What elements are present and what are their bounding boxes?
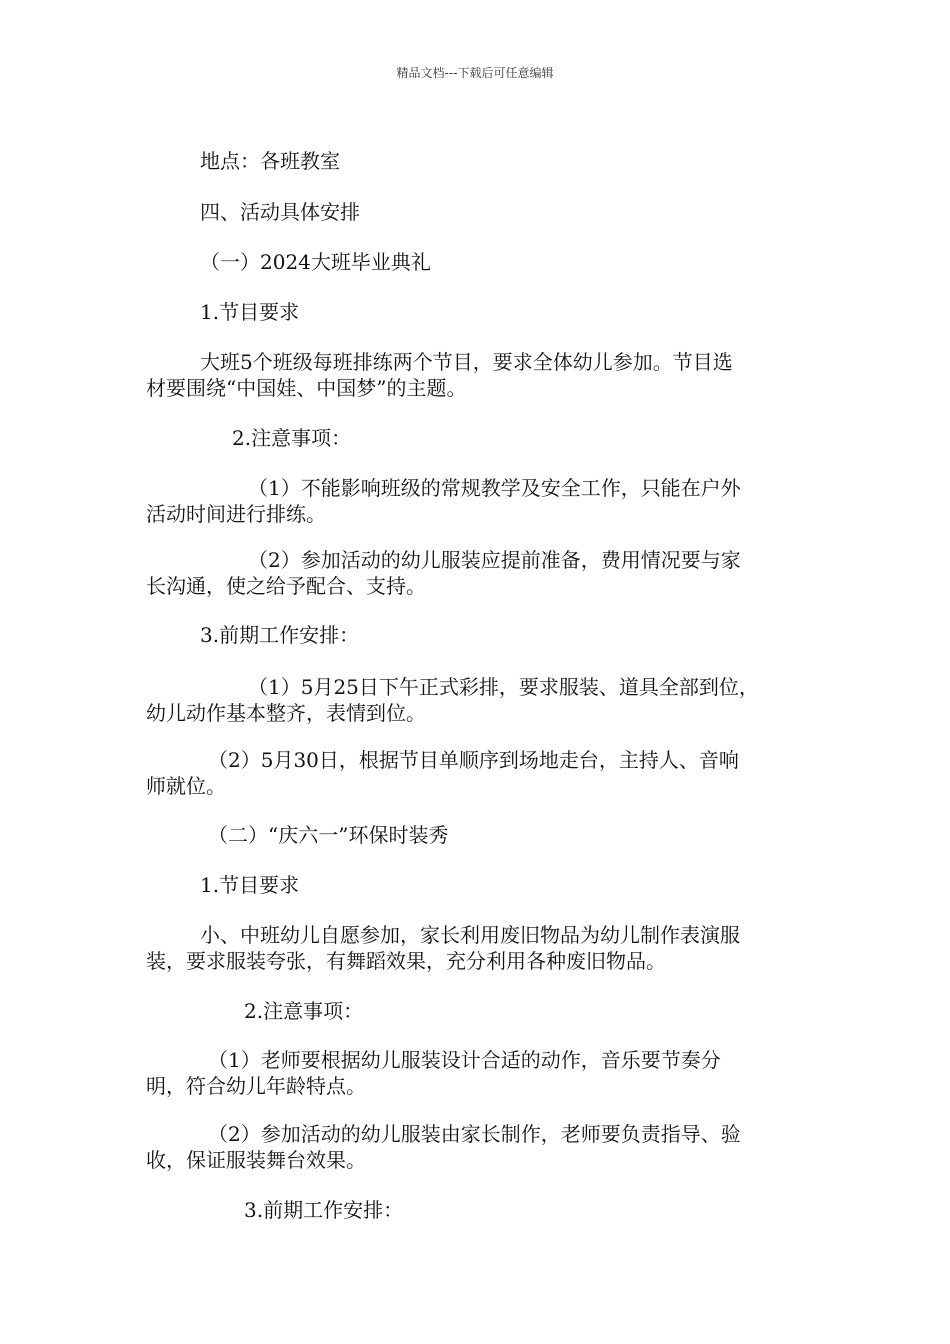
item-heading-preliminary-work: 3.前期工作安排：: [200, 623, 360, 647]
paragraph-line: 装，要求服装夸张，有舞蹈效果，充分利用各种废旧物品。: [146, 949, 666, 973]
paragraph-line: （1）老师要根据幼儿服装设计合适的动作，音乐要节奏分: [208, 1048, 721, 1072]
paragraph-line: 师就位。: [146, 774, 226, 798]
item-heading-notes: 2.注意事项：: [232, 426, 352, 450]
item-heading-preliminary-work: 3.前期工作安排：: [244, 1198, 404, 1222]
paragraph-line: 明，符合幼儿年龄特点。: [146, 1074, 366, 1098]
item-heading-program-requirements: 1.节目要求: [200, 300, 300, 324]
paragraph-line: 小、中班幼儿自愿参加，家长利用废旧物品为幼儿制作表演服: [200, 923, 740, 947]
item-heading-program-requirements: 1.节目要求: [200, 873, 300, 897]
subsection-heading-1: （一）2024大班毕业典礼: [200, 250, 431, 274]
page-header: 精品文档---下载后可任意编辑: [396, 66, 554, 80]
paragraph-line: （2）5月30日，根据节目单顺序到场地走台，主持人、音响: [208, 748, 739, 772]
paragraph-line: 幼儿动作基本整齐，表情到位。: [146, 701, 426, 725]
paragraph-line: 收，保证服装舞台效果。: [146, 1148, 366, 1172]
item-heading-notes: 2.注意事项：: [244, 999, 364, 1023]
paragraph-line: （1）不能影响班级的常规教学及安全工作，只能在户外: [248, 476, 741, 500]
paragraph-line: 材要围绕“中国娃、中国梦”的主题。: [146, 376, 467, 400]
section-heading-4: 四、活动具体安排: [200, 200, 360, 224]
paragraph-line: （2）参加活动的幼儿服装由家长制作，老师要负责指导、验: [208, 1122, 741, 1146]
paragraph-line: （1）5月25日下午正式彩排，要求服装、道具全部到位，: [248, 675, 759, 699]
location-line: 地点：各班教室: [200, 149, 340, 173]
paragraph-line: 长沟通，使之给予配合、支持。: [146, 574, 426, 598]
paragraph-line: 活动时间进行排练。: [146, 502, 326, 526]
paragraph-line: （2）参加活动的幼儿服装应提前准备，费用情况要与家: [248, 548, 741, 572]
subsection-heading-2: （二）“庆六一”环保时装秀: [208, 823, 449, 847]
paragraph-line: 大班5个班级每班排练两个节目，要求全体幼儿参加。节目选: [200, 350, 733, 374]
